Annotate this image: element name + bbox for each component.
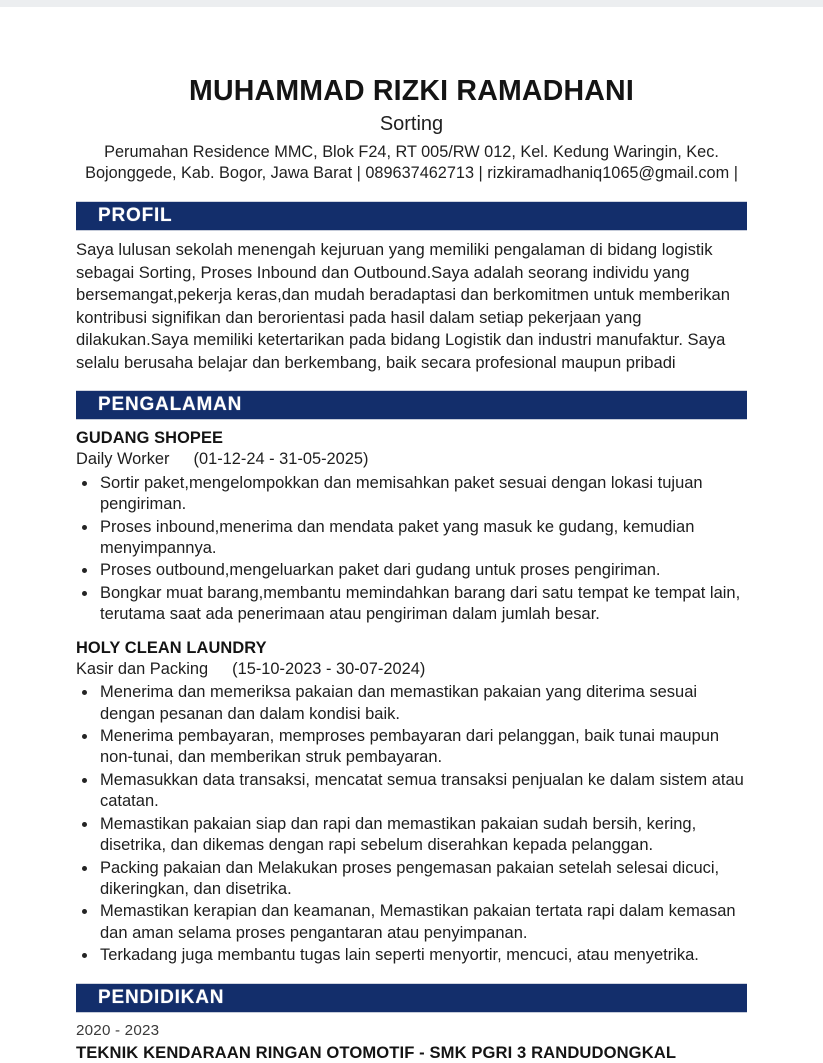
bullet-dot-icon bbox=[82, 591, 87, 596]
profile-summary-text: Saya lulusan sekolah menengah kejuruan yang memiliki pengalaman di bidang logistik sebagai Sorting, Proses Inbound dan Outbound.Saya adalah seorang individu yang bersemangat,pekerja keras,dan mudah beradaptasi dan berkomitmen untuk memberikan kontribusi signifikan dan berorientasi pada hasil dalam setiap pekerjaan yang dilakukan.Saya memiliki ketertarikan pada bidang Logistik dan industri manufaktur. Saya selalu berusaha belajar dan berkembang, baik secara profesional maupun pribadi bbox=[76, 239, 730, 372]
education-entry bbox=[76, 1021, 747, 1063]
job-meta bbox=[76, 659, 747, 680]
experience-entry bbox=[76, 428, 747, 625]
list-item bbox=[76, 901, 747, 944]
resume-header bbox=[76, 7, 747, 185]
job-position: Daily Worker bbox=[76, 450, 170, 469]
list-item-text: Memastikan kerapian dan keamanan, Memastikan pakaian tertata rapi dalam kemasan dan aman selama proses pengantaran atau penyimpanan. bbox=[100, 902, 736, 942]
bullet-dot-icon bbox=[82, 525, 87, 530]
list-item bbox=[76, 560, 747, 581]
job-dates: (01-12-24 - 31-05-2025) bbox=[193, 450, 369, 469]
bullet-dot-icon bbox=[82, 822, 87, 827]
list-item bbox=[76, 945, 747, 966]
list-item-text: Proses outbound,mengeluarkan paket dari gudang untuk proses pengiriman. bbox=[100, 561, 661, 580]
bullet-dot-icon bbox=[82, 734, 87, 739]
job-responsibility-list bbox=[76, 473, 747, 626]
job-company-name: GUDANG SHOPEE bbox=[76, 429, 224, 448]
list-item bbox=[76, 814, 747, 857]
list-item-text: Memastikan pakaian siap dan rapi dan memastikan pakaian sudah bersih, kering, disetrika, dan dikemas dengan rapi sebelum diserahkan kepada pelanggan. bbox=[100, 814, 697, 855]
candidate-role: Sorting bbox=[379, 112, 444, 135]
list-item bbox=[76, 770, 747, 813]
contact-line: Perumahan Residence MMC, Blok F24, RT 005/RW 012, Kel. Kedung Waringin, Kec. Bojonggede, Kab. Bogor, Jawa Barat | 089637462713 | rizkiramadhaniq1065@gmail.com | bbox=[85, 142, 738, 183]
candidate-name: MUHAMMAD RIZKI RAMADHANI bbox=[189, 75, 634, 107]
list-item-text: Terkadang juga membantu tugas lain seperti menyortir, mencuci, atau menyetrika. bbox=[100, 946, 699, 965]
bullet-dot-icon bbox=[82, 690, 87, 695]
list-item-text: Bongkar muat barang,membantu memindahkan barang dari satu tempat ke tempat lain, terutama saat ada penerimaan atau pengiriman dalam jumlah besar. bbox=[100, 583, 741, 624]
list-item-text: Sortir paket,mengelompokkan dan memisahkan paket sesuai dengan lokasi tujuan pengiriman. bbox=[100, 473, 703, 514]
list-item bbox=[76, 583, 747, 626]
section-title-profil: PROFIL bbox=[98, 204, 173, 226]
job-meta bbox=[76, 449, 747, 470]
list-item bbox=[76, 858, 747, 901]
list-item-text: Memasukkan data transaksi, mencatat semua transaksi penjualan ke dalam sistem atau catatan. bbox=[100, 770, 744, 811]
top-edge-strip bbox=[0, 0, 823, 7]
bullet-dot-icon bbox=[82, 909, 87, 914]
bullet-dot-icon bbox=[82, 568, 87, 573]
list-item bbox=[76, 682, 747, 725]
section-title-pendidikan: PENDIDIKAN bbox=[98, 986, 225, 1008]
section-header-pengalaman bbox=[76, 391, 747, 419]
section-header-profil bbox=[76, 202, 747, 230]
bullet-dot-icon bbox=[82, 778, 87, 783]
resume-page bbox=[0, 7, 823, 1062]
job-dates: (15-10-2023 - 30-07-2024) bbox=[232, 659, 426, 678]
bullet-dot-icon bbox=[82, 866, 87, 871]
list-item bbox=[76, 517, 747, 560]
list-item-text: Menerima pembayaran, memproses pembayaran dari pelanggan, baik tunai maupun non-tunai, dan memberikan struk pembayaran. bbox=[100, 726, 720, 767]
list-item-text: Menerima dan memeriksa pakaian dan memastikan pakaian yang diterima sesuai dengan pesanan dan dalam kondisi baik. bbox=[100, 683, 698, 723]
education-degree: TEKNIK KENDARAAN RINGAN OTOMOTIF - SMK PGRI 3 RANDUDONGKAL bbox=[76, 1042, 677, 1062]
list-item-text: Packing pakaian dan Melakukan proses pengemasan pakaian setelah selesai dicuci, dikeringkan, dan disetrika. bbox=[100, 858, 720, 899]
job-position: Kasir dan Packing bbox=[76, 659, 209, 678]
bullet-dot-icon bbox=[82, 953, 87, 958]
list-item bbox=[76, 473, 747, 516]
list-item bbox=[76, 726, 747, 769]
section-title-pengalaman: PENGALAMAN bbox=[98, 394, 243, 416]
experience-entry bbox=[76, 638, 747, 967]
job-responsibility-list bbox=[76, 682, 747, 967]
education-years: 2020 - 2023 bbox=[76, 1021, 160, 1039]
section-header-pendidikan bbox=[76, 984, 747, 1012]
job-company-name: HOLY CLEAN LAUNDRY bbox=[76, 638, 267, 657]
list-item-text: Proses inbound,menerima dan mendata paket yang masuk ke gudang, kemudian menyimpannya. bbox=[100, 517, 695, 557]
bullet-dot-icon bbox=[82, 481, 87, 486]
